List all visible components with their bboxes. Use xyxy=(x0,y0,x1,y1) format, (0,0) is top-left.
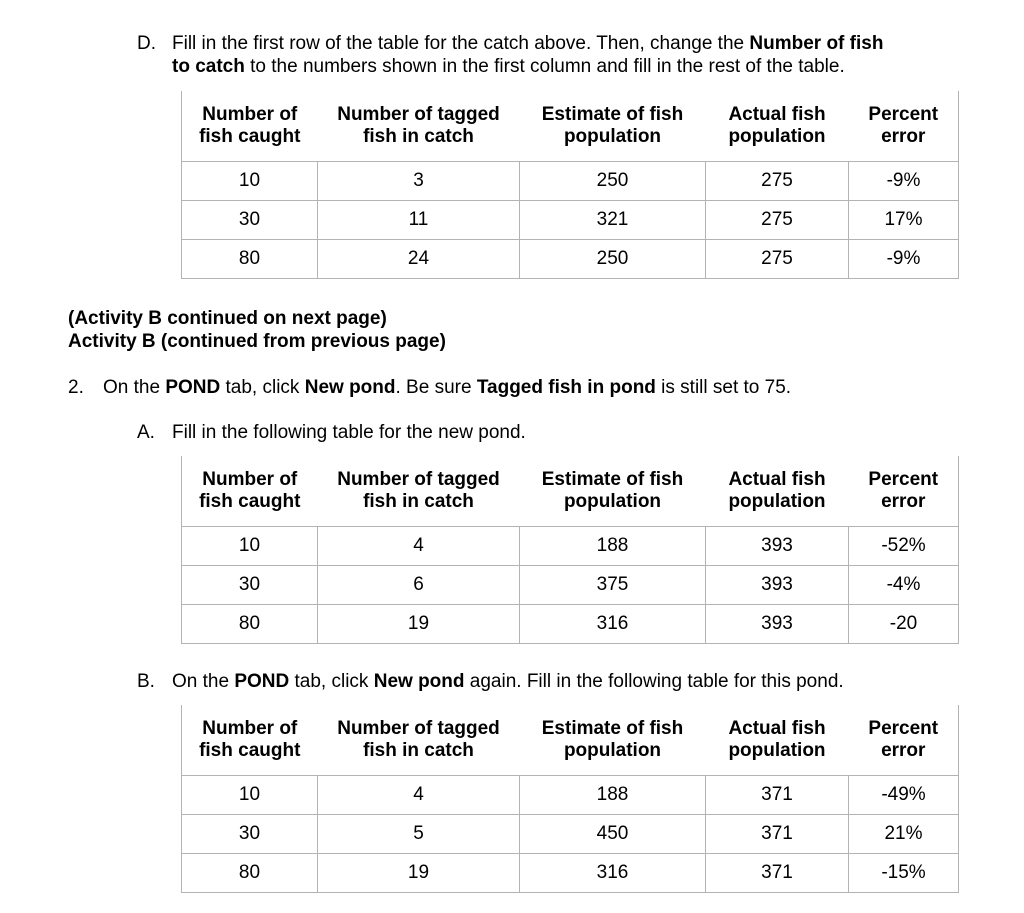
cell-percent-error: 17% xyxy=(849,201,959,240)
continued-from-previous: Activity B (continued from previous page) xyxy=(68,331,446,352)
table-row xyxy=(182,240,959,279)
cell-estimate: 188 xyxy=(520,527,706,566)
cell-percent-error: -49% xyxy=(849,776,959,815)
section-d-letter: D. xyxy=(137,33,156,54)
cell-estimate: 188 xyxy=(520,776,706,815)
cell-fish-caught: 80 xyxy=(182,854,318,893)
section-d-line2 xyxy=(172,56,845,78)
table-b xyxy=(181,705,959,893)
cell-actual: 371 xyxy=(706,776,849,815)
header-tagged: Number of tagged fish in catch xyxy=(318,91,520,162)
header-tagged: Number of tagged fish in catch xyxy=(318,705,520,776)
step-2-instruction: 2. On the POND tab, click New pond. Be sure Tagged fish in pond is still set to 75. xyxy=(68,377,792,398)
cell-tagged: 4 xyxy=(318,527,520,566)
header-tagged: Number of tagged fish in catch xyxy=(318,456,520,527)
section-a-letter: A. xyxy=(137,422,155,443)
cell-fish-caught: 10 xyxy=(182,776,318,815)
cell-percent-error: -52% xyxy=(849,527,959,566)
table-row xyxy=(182,527,959,566)
table-header-row xyxy=(182,91,959,162)
table-row xyxy=(182,201,959,240)
header-actual: Actual fish population xyxy=(706,456,849,527)
cell-tagged: 24 xyxy=(318,240,520,279)
table-a xyxy=(181,456,959,644)
cell-percent-error: -9% xyxy=(849,162,959,201)
section-d-bold2: to catch xyxy=(172,56,245,77)
header-percent-error: Percent error xyxy=(849,705,959,776)
cell-fish-caught: 10 xyxy=(182,162,318,201)
cell-tagged: 3 xyxy=(318,162,520,201)
table-row xyxy=(182,776,959,815)
table-row xyxy=(182,815,959,854)
cell-tagged: 11 xyxy=(318,201,520,240)
cell-fish-caught: 30 xyxy=(182,201,318,240)
table-header-row xyxy=(182,705,959,776)
cell-percent-error: -4% xyxy=(849,566,959,605)
table-row xyxy=(182,854,959,893)
section-b-letter: B. xyxy=(137,671,155,692)
section-d-line1 xyxy=(137,33,883,55)
table-row xyxy=(182,162,959,201)
cell-fish-caught: 10 xyxy=(182,527,318,566)
cell-estimate: 450 xyxy=(520,815,706,854)
cell-actual: 393 xyxy=(706,566,849,605)
header-estimate: Estimate of fish population xyxy=(520,91,706,162)
section-d-text1: Fill in the first row of the table for the catch above. Then, change the xyxy=(172,33,750,54)
cell-tagged: 5 xyxy=(318,815,520,854)
header-percent-error: Percent error xyxy=(849,91,959,162)
cell-actual: 393 xyxy=(706,605,849,644)
cell-actual: 371 xyxy=(706,815,849,854)
cell-tagged: 19 xyxy=(318,854,520,893)
cell-fish-caught: 80 xyxy=(182,605,318,644)
cell-actual: 275 xyxy=(706,162,849,201)
header-percent-error: Percent error xyxy=(849,456,959,527)
cell-estimate: 316 xyxy=(520,605,706,644)
header-actual: Actual fish population xyxy=(706,91,849,162)
cell-percent-error: -20 xyxy=(849,605,959,644)
cell-actual: 393 xyxy=(706,527,849,566)
table-row xyxy=(182,566,959,605)
table-d xyxy=(181,91,959,279)
cell-estimate: 250 xyxy=(520,240,706,279)
cell-actual: 371 xyxy=(706,854,849,893)
step-2-number: 2. xyxy=(68,377,84,398)
section-a-instruction: A. Fill in the following table for the new pond. xyxy=(137,422,526,443)
table-header-row xyxy=(182,456,959,527)
continued-next-page: (Activity B continued on next page) xyxy=(68,308,387,329)
cell-percent-error: 21% xyxy=(849,815,959,854)
cell-percent-error: -15% xyxy=(849,854,959,893)
cell-percent-error: -9% xyxy=(849,240,959,279)
section-b-instruction: B. On the POND tab, click New pond again. Fill in the following table for this pond. xyxy=(137,671,844,692)
cell-estimate: 375 xyxy=(520,566,706,605)
cell-fish-caught: 80 xyxy=(182,240,318,279)
cell-estimate: 316 xyxy=(520,854,706,893)
header-fish-caught: Number of fish caught xyxy=(182,91,318,162)
section-d-text2: to the numbers shown in the first column and fill in the rest of the table. xyxy=(244,56,845,77)
header-actual: Actual fish population xyxy=(706,705,849,776)
cell-tagged: 4 xyxy=(318,776,520,815)
table-row xyxy=(182,605,959,644)
cell-estimate: 321 xyxy=(520,201,706,240)
header-fish-caught: Number of fish caught xyxy=(182,705,318,776)
header-estimate: Estimate of fish population xyxy=(520,456,706,527)
section-d-bold1: Number of fish xyxy=(749,33,884,54)
header-fish-caught: Number of fish caught xyxy=(182,456,318,527)
cell-actual: 275 xyxy=(706,201,849,240)
cell-fish-caught: 30 xyxy=(182,566,318,605)
cell-tagged: 6 xyxy=(318,566,520,605)
cell-actual: 275 xyxy=(706,240,849,279)
cell-fish-caught: 30 xyxy=(182,815,318,854)
cell-estimate: 250 xyxy=(520,162,706,201)
cell-tagged: 19 xyxy=(318,605,520,644)
header-estimate: Estimate of fish population xyxy=(520,705,706,776)
